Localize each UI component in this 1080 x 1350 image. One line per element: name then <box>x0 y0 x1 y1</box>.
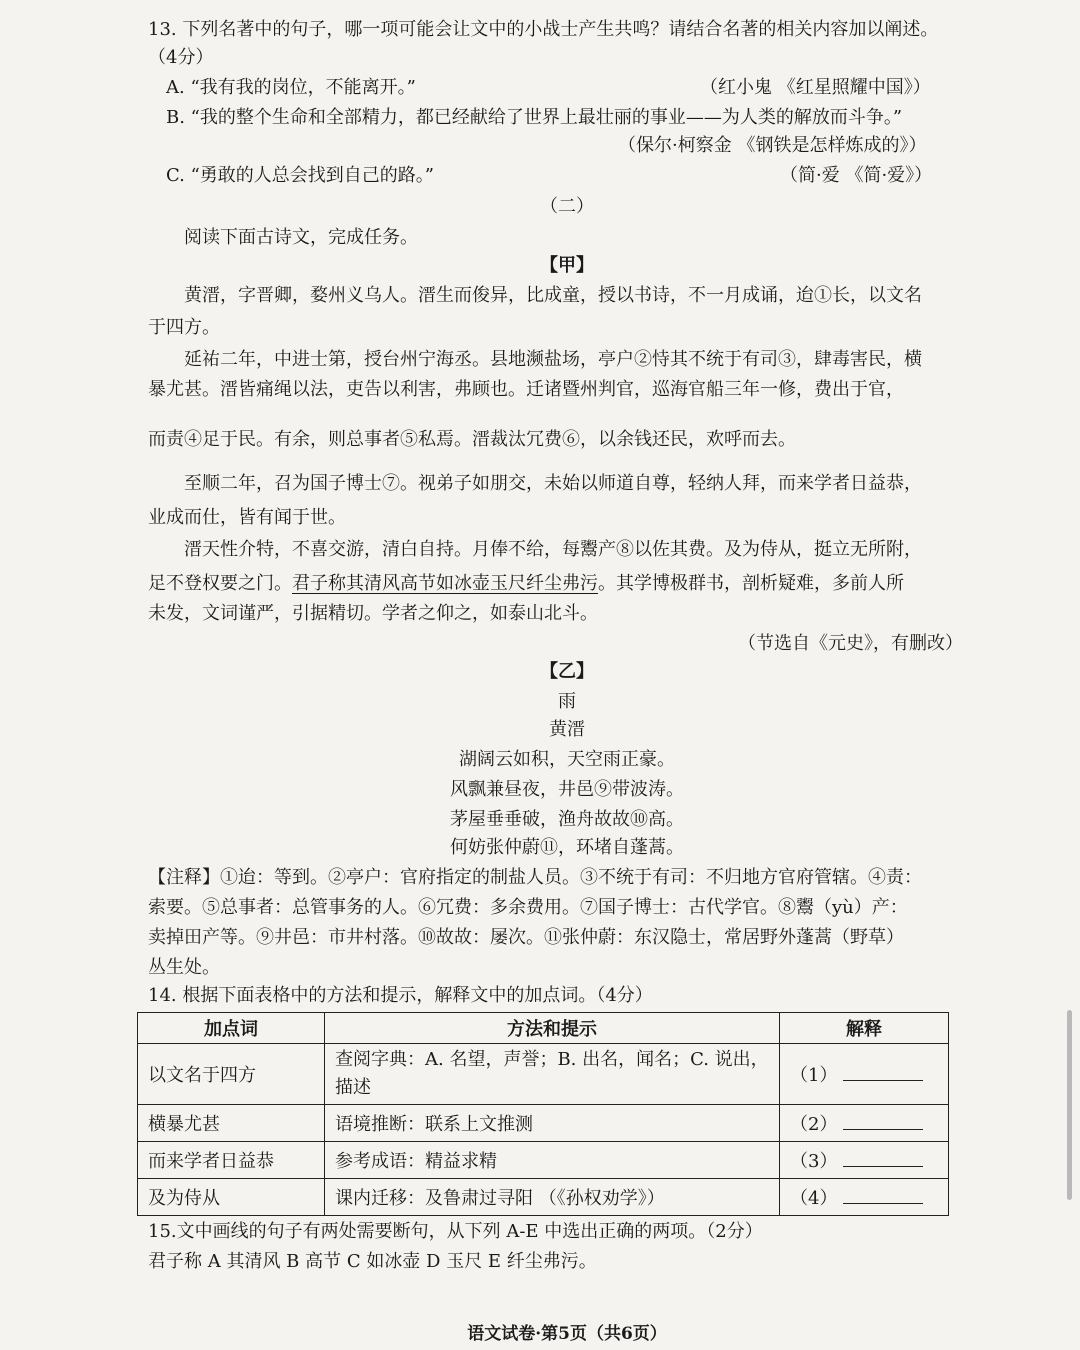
jia-line: 至顺二年，召为国子博士⑦。视弟子如朋交，未始以师道自尊，轻纳人拜，而来学者日益恭， <box>184 473 922 494</box>
answer-label: （1） <box>790 1065 838 1086</box>
poem-author: 黄溍 <box>549 719 585 740</box>
jia-line-with-underline <box>148 572 904 596</box>
scrollbar[interactable] <box>1067 1010 1072 1200</box>
cell-answer[interactable] <box>780 1105 949 1142</box>
reading-instruction: 阅读下面古诗文，完成任务。 <box>184 227 418 248</box>
jia-line: 暴尤甚。溍皆痛绳以法，吏告以利害，弗顾也。迁诸暨州判官，巡海官船三年一修，费出于官， <box>148 379 904 400</box>
underlined-sentence: 君子称其清风高节如冰壶玉尺纤尘弗污 <box>292 573 598 594</box>
cell-answer[interactable] <box>780 1179 949 1216</box>
yi-heading: 【乙】 <box>540 661 594 682</box>
table-row <box>138 1179 949 1216</box>
answer-blank[interactable] <box>843 1113 923 1130</box>
q13-option-a: A. “我有我的岗位，不能离开。” <box>166 77 416 98</box>
header-word: 加点词 <box>138 1013 325 1044</box>
q13-stem: 13. 下列名著中的句子，哪一项可能会让文中的小战士产生共鸣？请结合名著的相关内容加以阐述。 <box>148 19 939 40</box>
answer-blank[interactable] <box>843 1187 923 1204</box>
cell-word: 横暴尤甚 <box>138 1105 325 1142</box>
cell-answer[interactable] <box>780 1142 949 1179</box>
notes-line: 卖掉田产等。⑨井邑：市井村落。⑩故故：屡次。⑪张仲蔚：东汉隐士，常居野外蓬蒿（野草） <box>148 927 904 948</box>
table-row <box>138 1044 949 1105</box>
q14-table <box>137 1012 949 1216</box>
jia-line: 而责④足于民。有余，则总事者⑤私焉。溍裁汰冗费⑥，以余钱还民，欢呼而去。 <box>148 429 796 450</box>
q15-sentence: 君子称 A 其清风 B 高节 C 如冰壶 D 玉尺 E 纤尘弗污。 <box>148 1251 597 1272</box>
answer-label: （2） <box>790 1114 838 1135</box>
answer-label: （4） <box>790 1188 838 1209</box>
jia-line: 未发，文词谨严，引据精切。学者之仰之，如泰山北斗。 <box>148 603 598 624</box>
table-row <box>138 1142 949 1179</box>
poem-title: 雨 <box>558 691 576 712</box>
notes-line: 索要。⑤总事者：总管事务的人。⑥冗费：多余费用。⑦国子博士：古代学官。⑧鬻（yù）产： <box>148 897 908 918</box>
jia-source: （节选自《元史》，有删改） <box>738 633 963 654</box>
q13-score: （4分） <box>148 47 214 68</box>
cell-hint: 语境推断：联系上文推测 <box>325 1105 780 1142</box>
table-row <box>138 1105 949 1142</box>
jia-line: 业成而仕，皆有闻于世。 <box>148 507 346 528</box>
q13-option-b: B. “我的整个生命和全部精力，都已经献给了世界上最壮丽的事业——为人类的解放而斗争。” <box>166 107 903 128</box>
notes-line: 【注释】①迨：等到。②亭户：官府指定的制盐人员。③不统于有司：不归地方官府管辖。④责： <box>148 867 922 888</box>
answer-label: （3） <box>790 1151 838 1172</box>
cell-answer[interactable] <box>780 1044 949 1105</box>
poem-line: 风飘兼昼夜，井邑⑨带波涛。 <box>450 779 684 800</box>
header-answer: 解释 <box>780 1013 949 1044</box>
poem-line: 何妨张仲蔚⑪，环堵自蓬蒿。 <box>450 837 684 858</box>
cell-hint: 课内迁移：及鲁肃过寻阳 （《孙权劝学》） <box>325 1179 780 1216</box>
table-header-row <box>138 1013 949 1044</box>
poem-line: 茅屋垂垂破，渔舟故故⑩高。 <box>450 809 684 830</box>
cell-word: 及为侍从 <box>138 1179 325 1216</box>
q13-option-c: C. “勇敢的人总会找到自己的路。” <box>166 165 434 186</box>
cell-word: 以文名于四方 <box>138 1044 325 1105</box>
q13-option-a-source: （红小鬼 《红星照耀中国》） <box>700 77 931 98</box>
cell-word: 而来学者日益恭 <box>138 1142 325 1179</box>
q14-title: 14. 根据下面表格中的方法和提示，解释文中的加点词。（4分） <box>148 985 653 1006</box>
jia-heading: 【甲】 <box>540 255 594 276</box>
q13-option-b-source: （保尔·柯察金 《钢铁是怎样炼成的》） <box>618 135 927 156</box>
page-footer: 语文试卷·第5页（共6页） <box>467 1324 667 1344</box>
poem-line: 湖阔云如积，天空雨正豪。 <box>459 749 675 770</box>
jia-line: 延祐二年，中进士第，授台州宁海丞。县地濒盐场，亭户②恃其不统于有司③，肆毒害民，横 <box>184 349 922 370</box>
jia-line: 于四方。 <box>148 317 220 338</box>
cell-hint: 查阅字典：A. 名望，声誉；B. 出名，闻名；C. 说出，描述 <box>325 1044 780 1105</box>
q15-stem: 15.文中画线的句子有两处需要断句，从下列 A-E 中选出正确的两项。（2分） <box>148 1221 763 1242</box>
q13-option-c-source: （简·爱 《简·爱》） <box>780 165 933 186</box>
header-hint: 方法和提示 <box>325 1013 780 1044</box>
jia-text-pre: 足不登权要之门。 <box>148 573 292 594</box>
jia-line: 溍天性介特，不喜交游，清白自持。月俸不给，每鬻产⑧以佐其费。及为侍从，挺立无所附， <box>184 539 922 560</box>
notes-line: 丛生处。 <box>148 957 220 978</box>
answer-blank[interactable] <box>843 1150 923 1167</box>
section-heading: （二） <box>540 196 594 217</box>
answer-blank[interactable] <box>843 1064 923 1081</box>
jia-line: 黄溍，字晋卿，婺州义乌人。溍生而俊异，比成童，授以书诗，不一月成诵，迨①长，以文名 <box>184 285 922 306</box>
cell-hint: 参考成语：精益求精 <box>325 1142 780 1179</box>
jia-text-post: 。其学博极群书，剖析疑难，多前人所 <box>598 573 904 594</box>
